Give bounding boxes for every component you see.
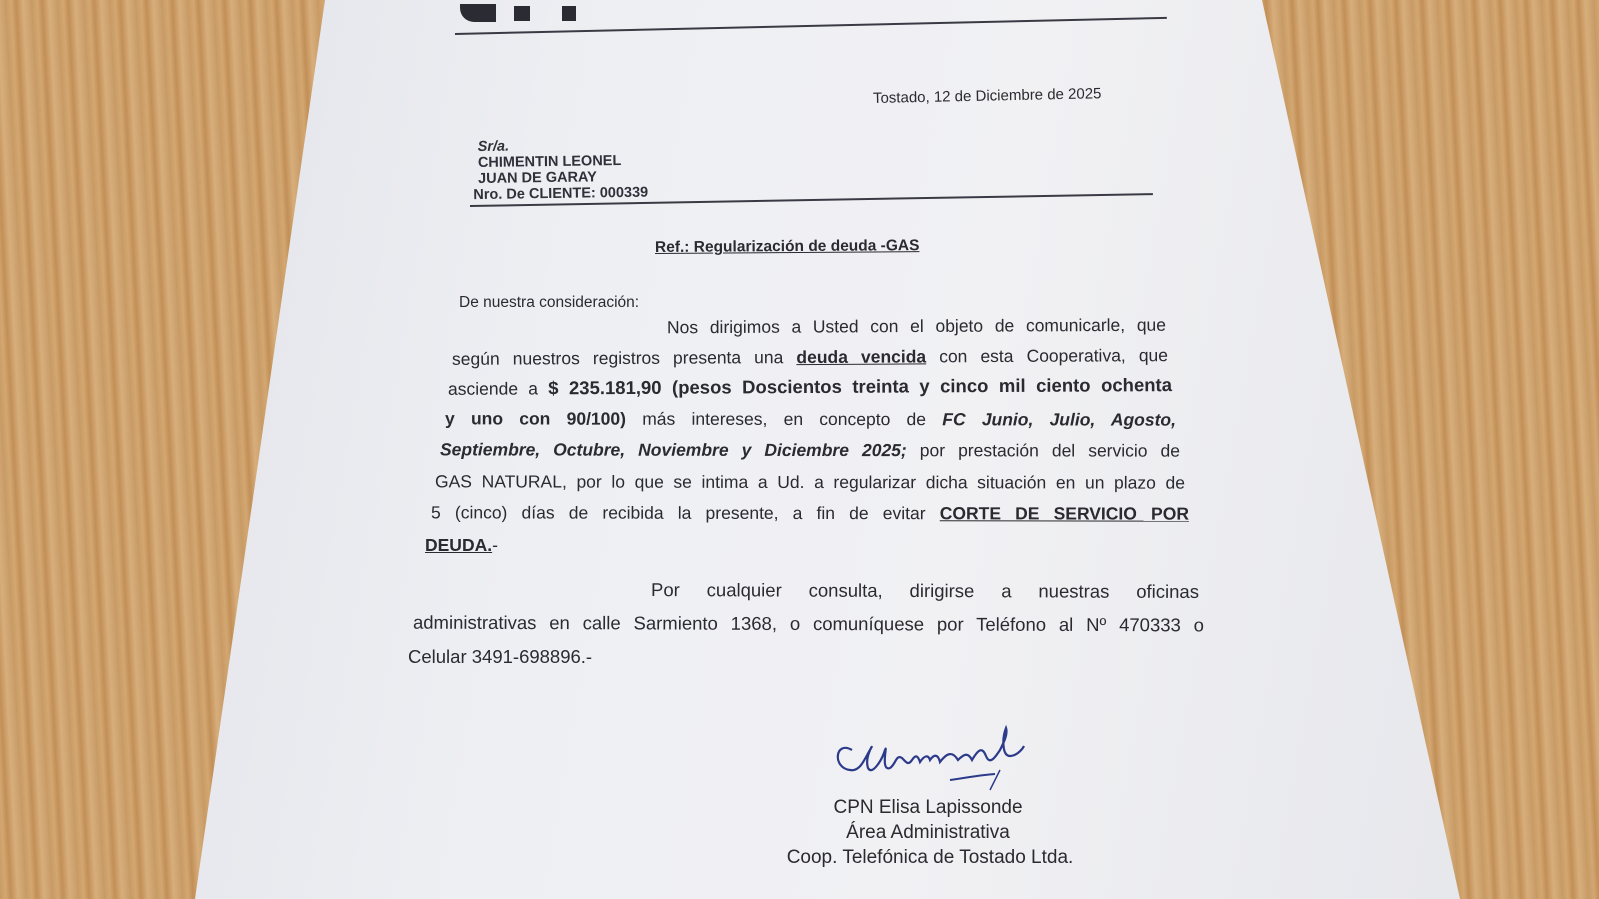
recipient-address: JUAN DE GARAY <box>478 169 597 187</box>
text-segment: más intereses, en concepto de <box>625 408 943 430</box>
p1-line <box>448 374 1172 400</box>
signatory-organization: Coop. Telefónica de Tostado Ltda. <box>786 847 1074 868</box>
recipient-salutation: Sr/a. <box>477 138 510 156</box>
p1-line <box>440 439 1180 461</box>
billing-months: FC Junio, Julio, Agosto, <box>942 409 1177 430</box>
recipient-name: CHIMENTIN LEONEL <box>477 152 622 171</box>
p2-line: administrativas en calle Sarmiento 1368, o comuníquese por Teléfono al Nº 470333 o <box>412 611 1205 636</box>
p2-line: Por cualquier consulta, dirigirse a nuestras oficinas <box>650 579 1200 602</box>
recipient-block <box>473 137 649 204</box>
warning-text: CORTE DE SERVICIO POR <box>939 503 1190 524</box>
signatory-area: Área Administrativa <box>846 822 1010 843</box>
text-segment: 5 (cinco) días de recibida la presente, a fin de evitar <box>430 502 940 524</box>
warning-text: DEUDA. <box>425 535 493 555</box>
p1-line <box>452 345 1168 370</box>
p1-line <box>425 535 498 556</box>
text-segment: con esta Cooperativa, que <box>926 345 1169 367</box>
amount-cont: y uno con 90/100) <box>444 408 626 429</box>
reference-line: Ref.: Regularización de deuda -GAS <box>654 237 920 256</box>
text-segment: asciende a <box>447 378 549 399</box>
text-segment: por prestación del servicio de <box>906 440 1181 461</box>
handwritten-signature <box>830 720 1030 805</box>
p1-line <box>431 502 1189 524</box>
text-segment: - <box>492 535 498 555</box>
signatory-name: CPN Elisa Lapissonde <box>833 797 1023 818</box>
client-number: Nro. De CLIENTE: 000339 <box>473 184 649 204</box>
amount: $ 235.181,90 (pesos Doscientos treinta y cinco mil ciento ochenta <box>548 374 1173 399</box>
p1-line: Nos dirigimos a Usted con el objeto de comunicarle, que <box>666 314 1167 338</box>
debt-highlight: deuda vencida <box>796 346 927 368</box>
greeting: De nuestra consideración: <box>459 294 640 311</box>
p1-line: GAS NATURAL, por lo que se intima a Ud. a regularizar dicha situación en un plazo de <box>434 471 1186 493</box>
date-line: Tostado, 12 de Diciembre de 2025 <box>872 85 1102 107</box>
billing-months: Septiembre, Octubre, Noviembre y Diciembre 2025; <box>439 439 907 461</box>
p1-line <box>445 408 1176 430</box>
text-segment: según nuestros registros presenta una <box>451 347 797 369</box>
p2-line: Celular 3491-698896.- <box>408 646 593 667</box>
